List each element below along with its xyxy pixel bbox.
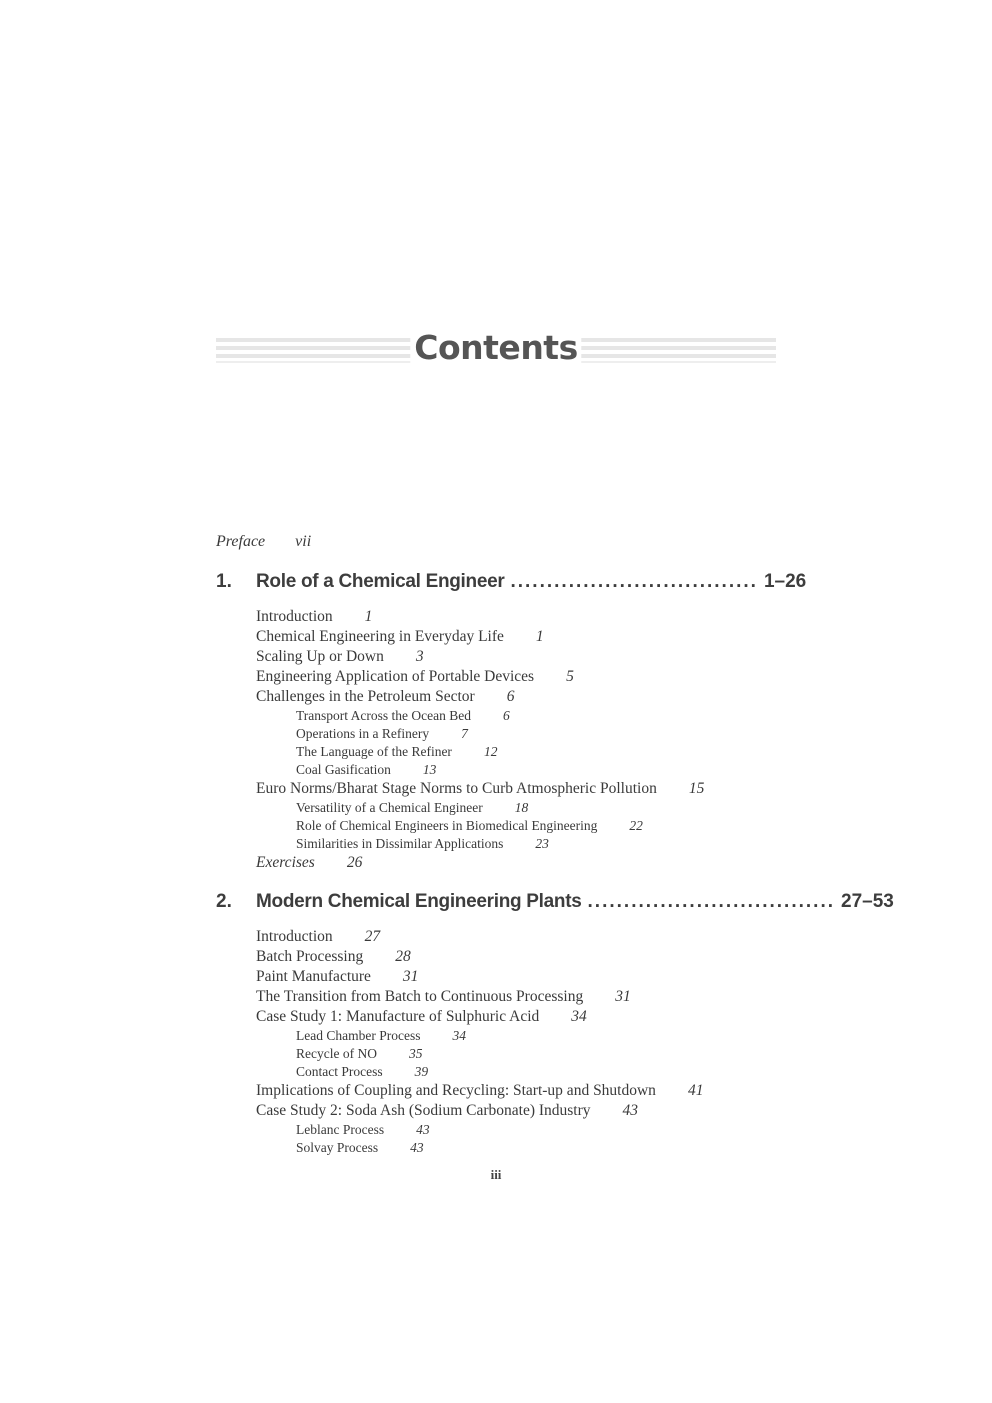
toc-subentry[interactable]	[296, 1046, 422, 1062]
toc-subentry[interactable]	[296, 762, 436, 778]
toc-subentry[interactable]	[296, 800, 528, 816]
toc-entry[interactable]	[256, 1082, 703, 1100]
entry-text: Leblanc Process	[296, 1122, 385, 1137]
entry-text: Operations in a Refinery	[296, 726, 430, 741]
entry-text: Chemical Engineering in Everyday Life	[256, 628, 504, 645]
toc-subentry[interactable]	[296, 818, 643, 834]
toc-entry[interactable]	[256, 648, 424, 666]
entry-page: 43	[622, 1102, 639, 1119]
toc-subentry[interactable]	[296, 1122, 430, 1138]
entry-text: Lead Chamber Process	[296, 1028, 421, 1043]
entry-text: Transport Across the Ocean Bed	[296, 708, 471, 723]
entry-text: Coal Gasification	[296, 762, 391, 777]
chapter-number: 1.	[216, 571, 232, 592]
dot-leader: ..................................	[510, 571, 758, 592]
entry-page: 5	[566, 668, 574, 685]
entry-page: 43	[416, 1122, 430, 1137]
entry-text: Solvay Process	[296, 1140, 379, 1155]
entry-page: 31	[402, 968, 419, 985]
entry-page: 34	[571, 1008, 587, 1025]
entry-page: 15	[688, 780, 705, 797]
entry-page: 41	[687, 1082, 704, 1099]
entry-text: Batch Processing	[256, 948, 364, 965]
toc-subentry[interactable]	[296, 708, 510, 724]
entry-text: Recycle of NO	[296, 1046, 377, 1061]
toc-entry[interactable]	[256, 688, 514, 706]
preface-entry[interactable]	[216, 533, 311, 551]
entry-text: Contact Process	[296, 1064, 383, 1079]
entry-text: Engineering Application of Portable Devices	[256, 668, 535, 685]
toc-subentry[interactable]	[296, 1064, 428, 1080]
dot-leader: ..................................	[587, 891, 836, 912]
entry-text: Introduction	[256, 608, 333, 625]
entry-text: Case Study 2: Soda Ash (Sodium Carbonate) Industry	[256, 1102, 591, 1119]
toc-entry[interactable]	[256, 780, 704, 798]
entry-text: Case Study 1: Manufacture of Sulphuric Acid	[256, 1008, 540, 1025]
entry-text: Implications of Coupling and Recycling: Start-up and Shutdown	[256, 1082, 656, 1099]
entry-text: Versatility of a Chemical Engineer	[296, 800, 483, 815]
entry-text: Role of Chemical Engineers in Biomedical Engineering	[296, 818, 598, 833]
chapter-title: Role of a Chemical Engineer	[256, 571, 505, 592]
entry-page: 31	[615, 988, 631, 1005]
entry-text: Paint Manufacture	[256, 968, 371, 985]
entry-text: Introduction	[256, 928, 333, 945]
toc-subentry[interactable]	[296, 1140, 424, 1156]
toc-entry[interactable]	[256, 988, 631, 1006]
entry-page: 3	[415, 648, 424, 665]
chapter-number: 2.	[216, 891, 232, 912]
entry-page: 43	[410, 1140, 424, 1155]
entry-page: 34	[452, 1028, 466, 1043]
preface-label: Preface	[216, 533, 266, 550]
page-number: iii	[490, 1167, 502, 1182]
title-band	[216, 328, 776, 367]
toc-entry[interactable]	[256, 628, 544, 646]
entry-page: 35	[408, 1046, 423, 1061]
toc-subentry[interactable]	[296, 744, 497, 760]
chapter-pages: 27–53	[841, 891, 894, 912]
entry-page: 18	[514, 800, 529, 815]
entry-page: 13	[422, 762, 437, 777]
entry-page: 22	[629, 818, 643, 833]
toc-entry[interactable]	[256, 1102, 638, 1120]
toc-subentry[interactable]	[296, 836, 549, 852]
entry-text: The Language of the Refiner	[296, 744, 452, 759]
entry-page: 26	[346, 854, 363, 871]
entry-text: Challenges in the Petroleum Sector	[256, 688, 475, 705]
entry-page: 12	[483, 744, 498, 759]
entry-text: The Transition from Batch to Continuous Processing	[256, 988, 584, 1005]
page-title: Contents	[410, 328, 581, 367]
toc-entry[interactable]	[256, 608, 372, 626]
entry-page: 6	[506, 688, 515, 705]
entry-text: Scaling Up or Down	[256, 648, 384, 665]
preface-page: vii	[295, 533, 312, 550]
chapter-pages: 1–26	[763, 571, 807, 592]
toc-subentry[interactable]	[296, 726, 468, 742]
chapter-heading[interactable]	[216, 571, 807, 597]
toc-subentry[interactable]	[296, 1028, 466, 1044]
chapter-heading[interactable]	[216, 891, 894, 917]
entry-page: 6	[502, 708, 510, 723]
toc-entry[interactable]	[256, 948, 411, 966]
entry-page: 39	[414, 1064, 429, 1079]
toc-entry[interactable]	[256, 854, 362, 872]
entry-page: 28	[395, 948, 411, 965]
toc-entry[interactable]	[256, 928, 380, 946]
entry-text: Similarities in Dissimilar Applications	[296, 836, 504, 851]
entry-page: 23	[535, 836, 549, 851]
entry-page: 1	[364, 608, 373, 625]
entry-page: 27	[364, 928, 381, 945]
toc-entry[interactable]	[256, 1008, 587, 1026]
chapter-title: Modern Chemical Engineering Plants	[256, 891, 582, 912]
entry-text: Exercises	[256, 854, 315, 871]
entry-text: Euro Norms/Bharat Stage Norms to Curb Atmospheric Pollution	[256, 780, 657, 797]
toc-entry[interactable]	[256, 668, 574, 686]
entry-page: 7	[461, 726, 468, 741]
entry-page: 1	[535, 628, 544, 645]
toc-entry[interactable]	[256, 968, 418, 986]
